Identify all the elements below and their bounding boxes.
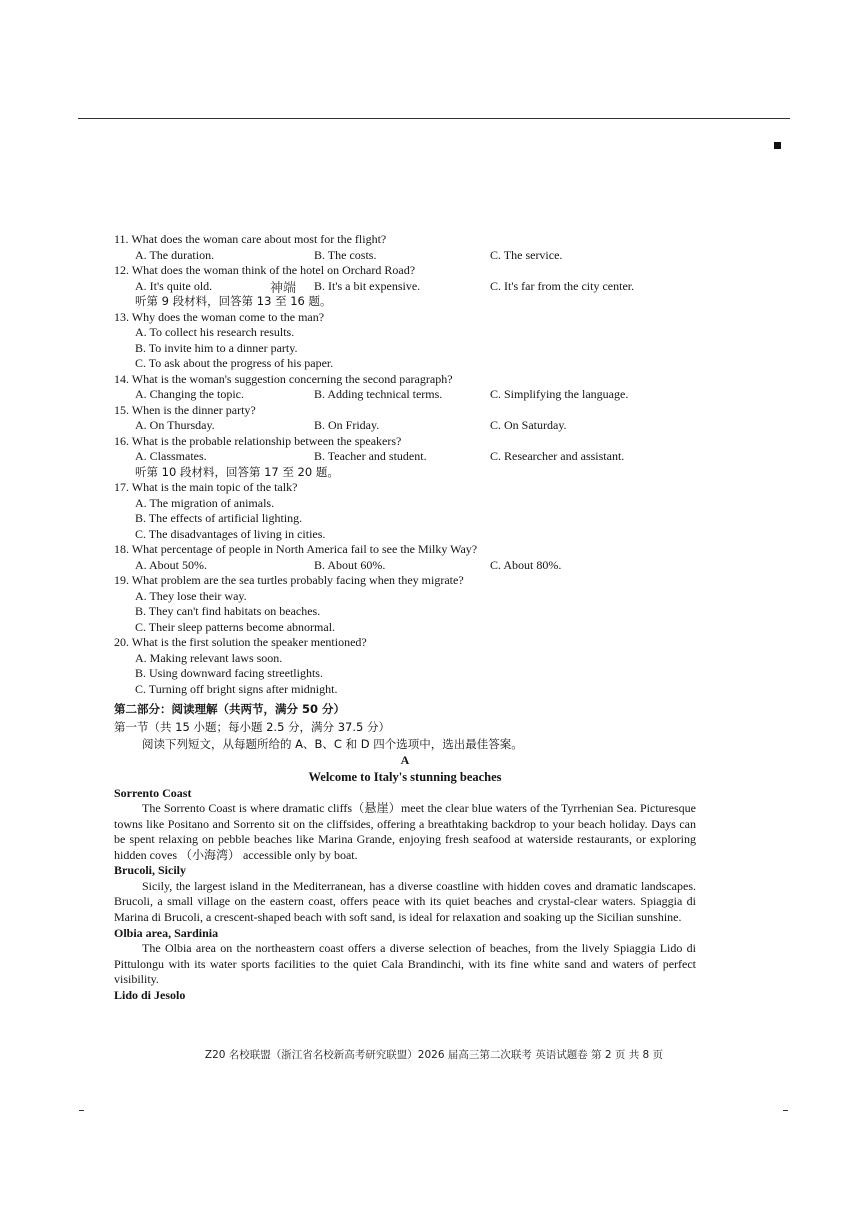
option-b: B. Adding technical terms. [314,387,443,401]
option-b: B. About 60%. [314,557,386,572]
option-a: A. About 50%. [135,557,207,572]
question-19-option-c: C. Their sleep patterns become abnormal. [135,619,336,634]
question-17-option-a: A. The migration of animals. [135,495,275,510]
option-c: C. Researcher and assistant. [490,449,625,463]
question-19-option-b: B. They can't find habitats on beaches. [135,604,321,618]
question-14-options [114,387,696,403]
option-c: C. It's far from the city center. [490,278,635,293]
question-19-option-a: A. They lose their way. [135,588,247,603]
header-rule [78,118,790,119]
option-a: A. Classmates. [135,449,207,463]
question-13-option-b: B. To invite him to a dinner party. [135,340,298,355]
section-text-brucoli: Sicily, the largest island in the Mediterranean, has a diverse coastline with hidden coves and dramatic landscapes. Brucoli, a small village on the eastern coast, offers peace with its quiet beaches and crystal-clear waters. Spiaggia di Marina di Brucoli, a crescent-shaped beach with soft sand, is ideal for relaxation and soaking up the Sicilian sunshine. [114,878,696,925]
option-a: A. It's quite old. [135,278,213,293]
part-2-heading: 第二部分：阅读理解（共两节，满分 50 分） [114,702,346,716]
question-12-options [114,279,696,295]
question-14-stem: 14. What is the woman's suggestion concerning the second paragraph? [114,371,453,386]
edge-mark-left [79,1110,84,1111]
passage-title: Welcome to Italy's stunning beaches [308,769,502,784]
question-11-options [114,248,696,264]
option-c: C. Simplifying the language. [490,387,629,401]
passage-letter: A [400,753,410,767]
question-18-stem: 18. What percentage of people in North America fail to see the Milky Way? [114,542,478,556]
option-c: C. On Saturday. [490,418,567,432]
question-18-options [114,558,696,574]
question-20-stem: 20. What is the first solution the speaker mentioned? [114,635,367,649]
option-c: C. About 80%. [490,557,562,572]
section-place-olbia: Olbia area, Sardinia [114,925,219,940]
reading-instruction: 阅读下列短文，从每题所给的 A、B、C 和 D 四个选项中，选出最佳答案。 [142,737,523,751]
question-20-option-a: A. Making relevant laws soon. [135,650,283,665]
question-16-stem: 16. What is the probable relationship between the speakers? [114,433,402,448]
question-17-option-b: B. The effects of artificial lighting. [135,511,303,525]
edge-mark-right [783,1110,788,1111]
option-b: B. On Friday. [314,418,380,432]
question-20-option-b: B. Using downward facing streetlights. [135,666,323,680]
page-footer: Z20 名校联盟（浙江省名校新高考研究联盟）2026 届高三第二次联考 英语试题卷 第 2 页 共 8 页 [204,1049,664,1061]
question-16-options [114,449,696,465]
option-a: A. Changing the topic. [135,387,244,401]
question-17-option-c: C. The disadvantages of living in cities. [135,526,326,541]
section-place-brucoli: Brucoli, Sicily [114,863,186,878]
option-c: C. The service. [490,247,563,262]
exam-content [114,232,696,1003]
question-13-stem: 13. Why does the woman come to the man? [114,309,325,324]
question-12-stem: 12. What does the woman think of the hotel on Orchard Road? [114,263,416,277]
section-text-olbia: The Olbia area on the northeastern coast offers a diverse selection of beaches, from the lively Spiaggia Lido di Pittulongu with its water sports facilities to the quiet Cala Brandinchi, with its fine white sand and waters of perfect visibility. [114,941,696,987]
watermark-text: 神端 [270,281,297,296]
material-9-instruction: 听第 9 段材料，回答第 13 至 16 题。 [135,294,332,308]
section-text-sorrento: The Sorrento Coast is where dramatic cliffs（悬崖）meet the clear blue waters of the Tyrrhenian Sea. Picturesque towns like Positano and Sorrento sit on the cliffsides, offering a breathtaking backdrop to your beach holiday. Days can be spent relaxing on pebble beaches like Marina Grande, enjoying fresh seafood at waterside restaurants, or exploring hidden coves （小海湾） accessible only by boat. [114,801,696,862]
option-b: B. It's a bit expensive. [314,278,421,293]
question-11-stem: 11. What does the woman care about most for the flight? [114,232,387,246]
option-b: B. The costs. [314,247,377,262]
question-13-option-a: A. To collect his research results. [135,325,295,339]
option-b: B. Teacher and student. [314,449,427,463]
question-15-stem: 15. When is the dinner party? [114,402,256,417]
question-19-stem: 19. What problem are the sea turtles probably facing when they migrate? [114,573,464,587]
question-17-stem: 17. What is the main topic of the talk? [114,480,298,494]
option-a: A. On Thursday. [135,418,215,432]
question-20-option-c: C. Turning off bright signs after midnight. [135,681,338,696]
corner-mark [774,142,781,149]
section-place-jesolo: Lido di Jesolo [114,987,186,1002]
question-13-option-c: C. To ask about the progress of his paper. [135,356,334,370]
section-1-heading: 第一节（共 15 小题；每小题 2.5 分，满分 37.5 分） [114,720,390,734]
material-10-instruction: 听第 10 段材料，回答第 17 至 20 题。 [135,464,339,479]
option-a: A. The duration. [135,247,215,262]
question-15-options [114,418,696,434]
section-place-sorrento: Sorrento Coast [114,785,192,800]
